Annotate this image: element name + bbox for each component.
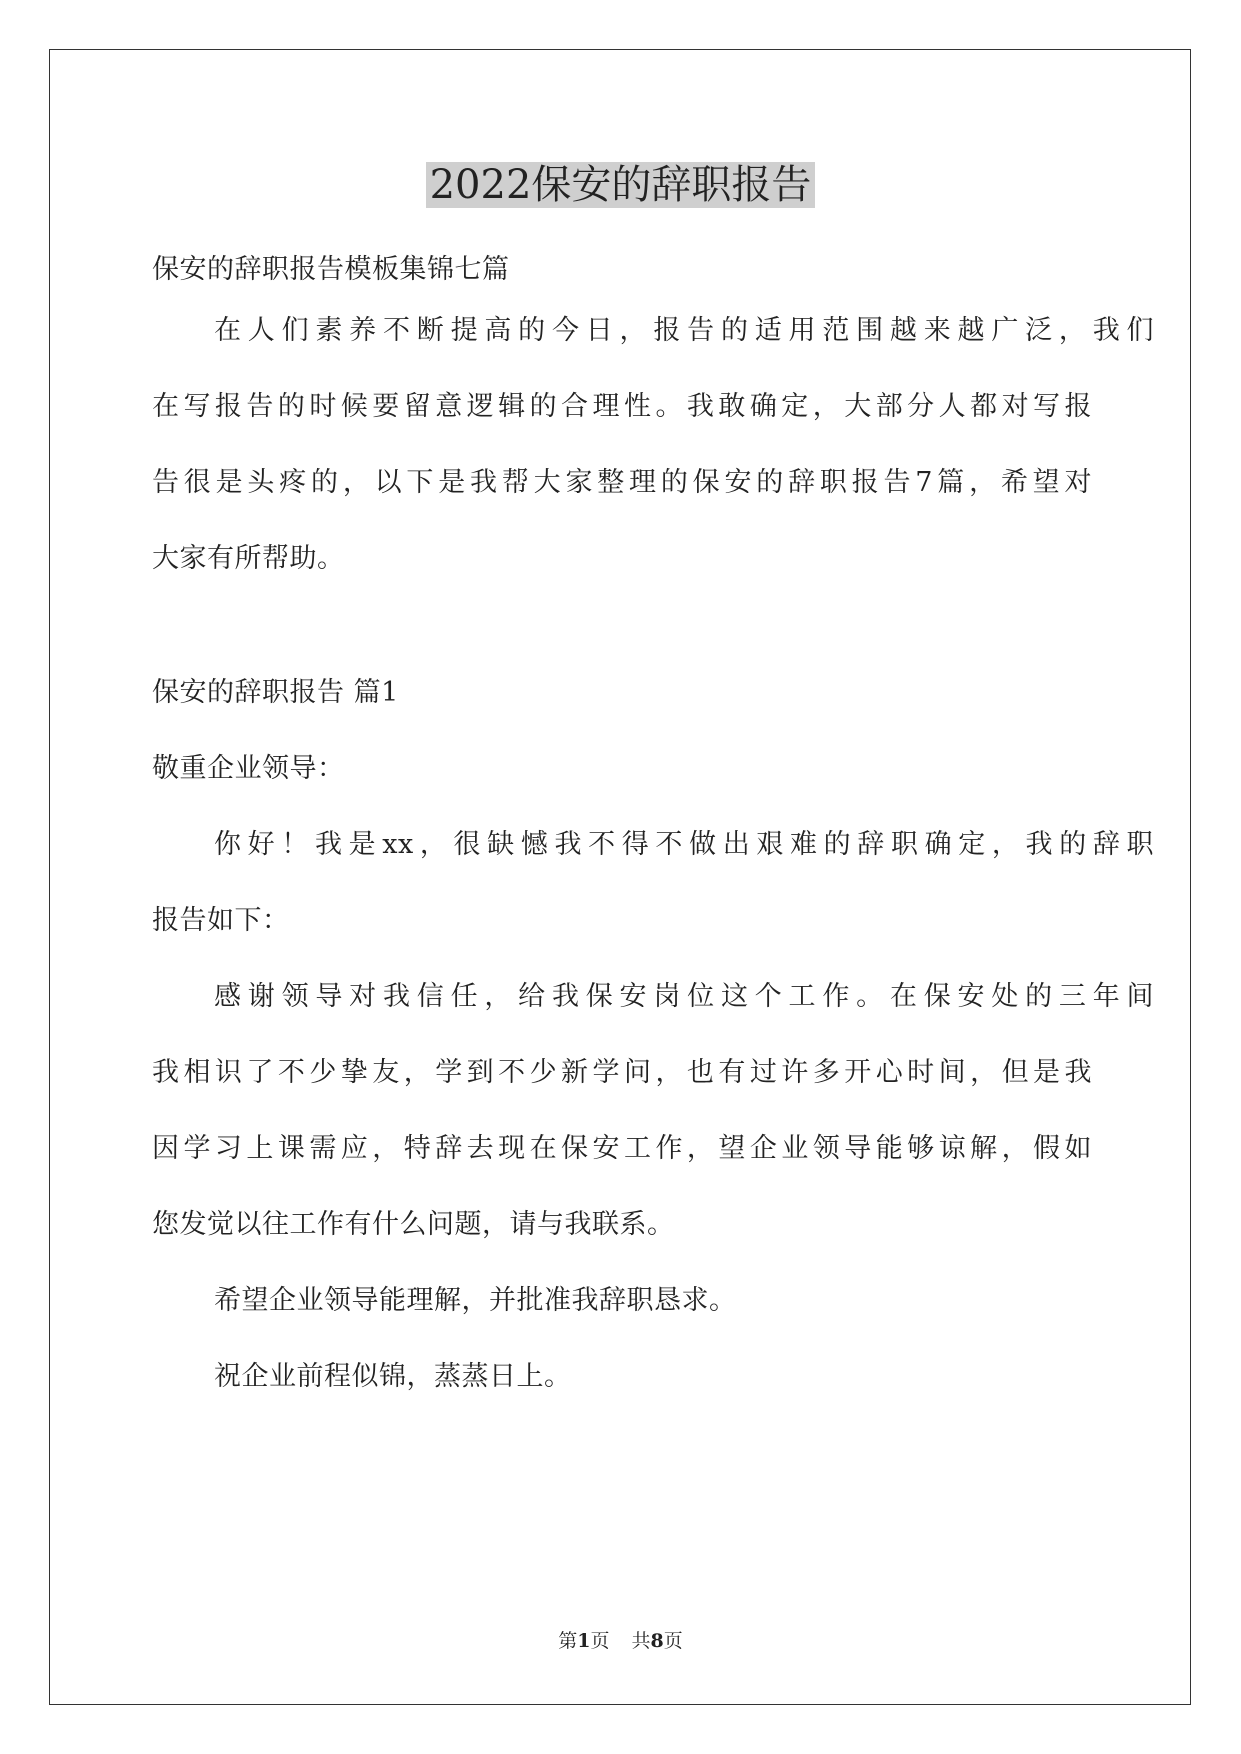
paragraph-line: 告很是头疼的，以下是我帮大家整理的保安的辞职报告7篇，希望对 — [152, 467, 1092, 498]
page-border — [49, 49, 1191, 1705]
paragraph-line: 报告如下： — [152, 905, 290, 936]
salutation-line: 敬重企业领导： — [152, 753, 345, 784]
page-suffix: 页 — [590, 1630, 610, 1652]
paragraph-line: 祝企业前程似锦，蒸蒸日上。 — [214, 1361, 572, 1392]
total-prefix: 共 — [631, 1630, 651, 1652]
subtitle-line: 保安的辞职报告模板集锦七篇 — [152, 254, 510, 285]
paragraph-line: 你好！我是xx，很缺憾我不得不做出艰难的辞职确定，我的辞职 — [214, 829, 1154, 860]
paragraph-line: 因学习上课需应，特辞去现在保安工作，望企业领导能够谅解，假如 — [152, 1133, 1092, 1164]
total-suffix: 页 — [663, 1630, 683, 1652]
page-prefix: 第 — [558, 1630, 578, 1652]
paragraph-line: 感谢领导对我信任，给我保安岗位这个工作。在保安处的三年间 — [214, 981, 1154, 1012]
paragraph-line: 希望企业领导能理解，并批准我辞职恳求。 — [214, 1285, 737, 1316]
paragraph-line: 大家有所帮助。 — [152, 543, 345, 574]
document-title — [0, 156, 1241, 214]
document-title-text: 2022保安的辞职报告 — [426, 162, 816, 208]
page-footer — [0, 1627, 1241, 1655]
paragraph-line: 在写报告的时候要留意逻辑的合理性。我敢确定，大部分人都对写报 — [152, 391, 1092, 422]
paragraph-line: 我相识了不少挚友，学到不少新学问，也有过许多开心时间，但是我 — [152, 1057, 1092, 1088]
current-page-number: 1 — [577, 1630, 591, 1652]
total-page-number: 8 — [650, 1630, 664, 1652]
paragraph-line: 您发觉以往工作有什么问题，请与我联系。 — [152, 1209, 675, 1240]
paragraph-line: 在人们素养不断提高的今日，报告的适用范围越来越广泛，我们 — [214, 315, 1154, 346]
section-heading: 保安的辞职报告 篇1 — [152, 677, 399, 708]
